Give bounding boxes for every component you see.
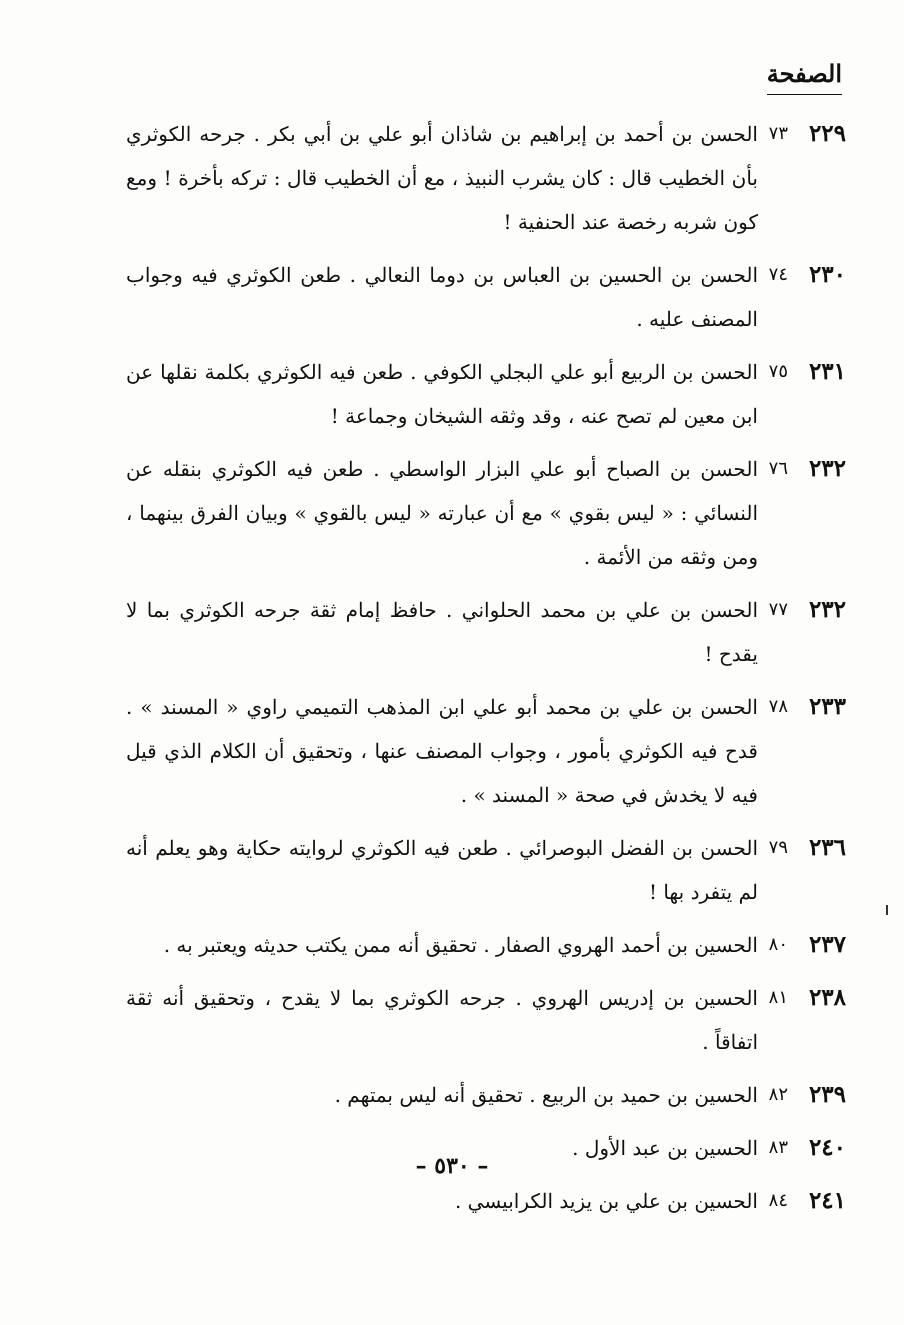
index-entry: [126, 253, 846, 341]
index-entries-list: [126, 112, 846, 1232]
entry-number: ٢٤٠: [808, 1134, 846, 1161]
index-entry: [126, 588, 846, 676]
index-entry: [126, 826, 846, 914]
index-entry: [126, 1179, 846, 1223]
entry-text: الحسن بن علي بن محمد الحلواني . حافظ إمام ثقة جرحه الكوثري بما لا يقدح !: [126, 598, 758, 666]
index-entry: [126, 1073, 846, 1117]
entry-page-ref: ٧٣: [768, 123, 788, 144]
entry-page-ref: ٧٩: [768, 837, 788, 858]
entry-page-ref: ٧٥: [768, 361, 788, 382]
entry-number: ٢٣٩: [808, 1081, 846, 1108]
entry-text: الحسن بن أحمد بن إبراهيم بن شاذان أبو علي بن أبي بكر . جرحه الكوثري بأن الخطيب قال : كان يشرب النبيذ ، مع أن الخطيب قال : تركه بأخرة ! ومع كون شربه رخصة عند الحنفية !: [126, 122, 758, 234]
entry-page-ref: ٨٢: [768, 1084, 788, 1105]
entry-page-ref: ٨١: [768, 987, 788, 1008]
entry-page-ref: ٧٧: [768, 599, 788, 620]
entry-text: الحسن بن علي بن محمد أبو علي ابن المذهب التميمي راوي « المسند » . قدح فيه الكوثري بأمور ، وجواب المصنف عنها ، وتحقيق أن الكلام الذي قيل فيه لا يخدش في صحة « المسند » .: [126, 695, 758, 807]
index-entry: [126, 976, 846, 1064]
entry-page-ref: ٨٤: [768, 1190, 788, 1211]
entry-text: الحسين بن عبد الأول .: [572, 1136, 758, 1160]
entry-number: ٢٣٢: [808, 455, 846, 482]
index-entry: [126, 112, 846, 244]
entry-page-ref: ٨٣: [768, 1137, 788, 1158]
entry-number: ٢٣٢: [808, 596, 846, 623]
page-column-header: الصفحة: [767, 58, 842, 95]
page-number: – ٥٣٠ –: [415, 1153, 489, 1179]
scan-mark: [886, 905, 888, 915]
entry-text: الحسن بن الصباح أبو علي البزار الواسطي . طعن فيه الكوثري بنقله عن النسائي : « ليس بقوي » مع أن عبارته « ليس بالقوي » وبيان الفرق بينهما ، ومن وثقه من الأئمة .: [126, 457, 758, 569]
entry-text: الحسن بن الفضل البوصرائي . طعن فيه الكوثري لروايته حكاية وهو يعلم أنه لم يتفرد بها !: [126, 836, 758, 904]
entry-number: ٢٣١: [808, 358, 846, 385]
entry-text: الحسين بن إدريس الهروي . جرحه الكوثري بما لا يقدح ، وتحقيق أنه ثقة اتفاقاً .: [126, 986, 758, 1054]
entry-text: الحسين بن حميد بن الربيع . تحقيق أنه ليس بمتهم .: [334, 1083, 758, 1107]
entry-text: الحسين بن أحمد الهروي الصفار . تحقيق أنه ممن يكتب حديثه ويعتبر به .: [163, 933, 758, 957]
entry-number: ٢٢٩: [808, 120, 846, 147]
entry-number: ٢٣٠: [808, 261, 846, 288]
index-entry: [126, 447, 846, 579]
index-entry: [126, 685, 846, 817]
entry-number: ٢٣٣: [808, 693, 846, 720]
entry-page-ref: ٧٤: [768, 264, 788, 285]
entry-text: الحسن بن الحسين بن العباس بن دوما النعالي . طعن الكوثري فيه وجواب المصنف عليه .: [126, 263, 758, 331]
entry-number: ٢٣٦: [808, 834, 846, 861]
entry-number: ٢٣٨: [808, 984, 846, 1011]
entry-number: ٢٤١: [808, 1187, 846, 1214]
entry-text: الحسن بن الربيع أبو علي البجلي الكوفي . طعن فيه الكوثري بكلمة نقلها عن ابن معين لم تصح عنه ، وقد وثقه الشيخان وجماعة !: [126, 360, 758, 428]
entry-page-ref: ٧٦: [768, 458, 788, 479]
entry-text: الحسين بن علي بن يزيد الكرابيسي .: [454, 1189, 758, 1213]
entry-number: ٢٣٧: [808, 931, 846, 958]
index-entry: [126, 350, 846, 438]
index-entry: [126, 923, 846, 967]
entry-page-ref: ٧٨: [768, 696, 788, 717]
entry-page-ref: ٨٠: [768, 934, 788, 955]
